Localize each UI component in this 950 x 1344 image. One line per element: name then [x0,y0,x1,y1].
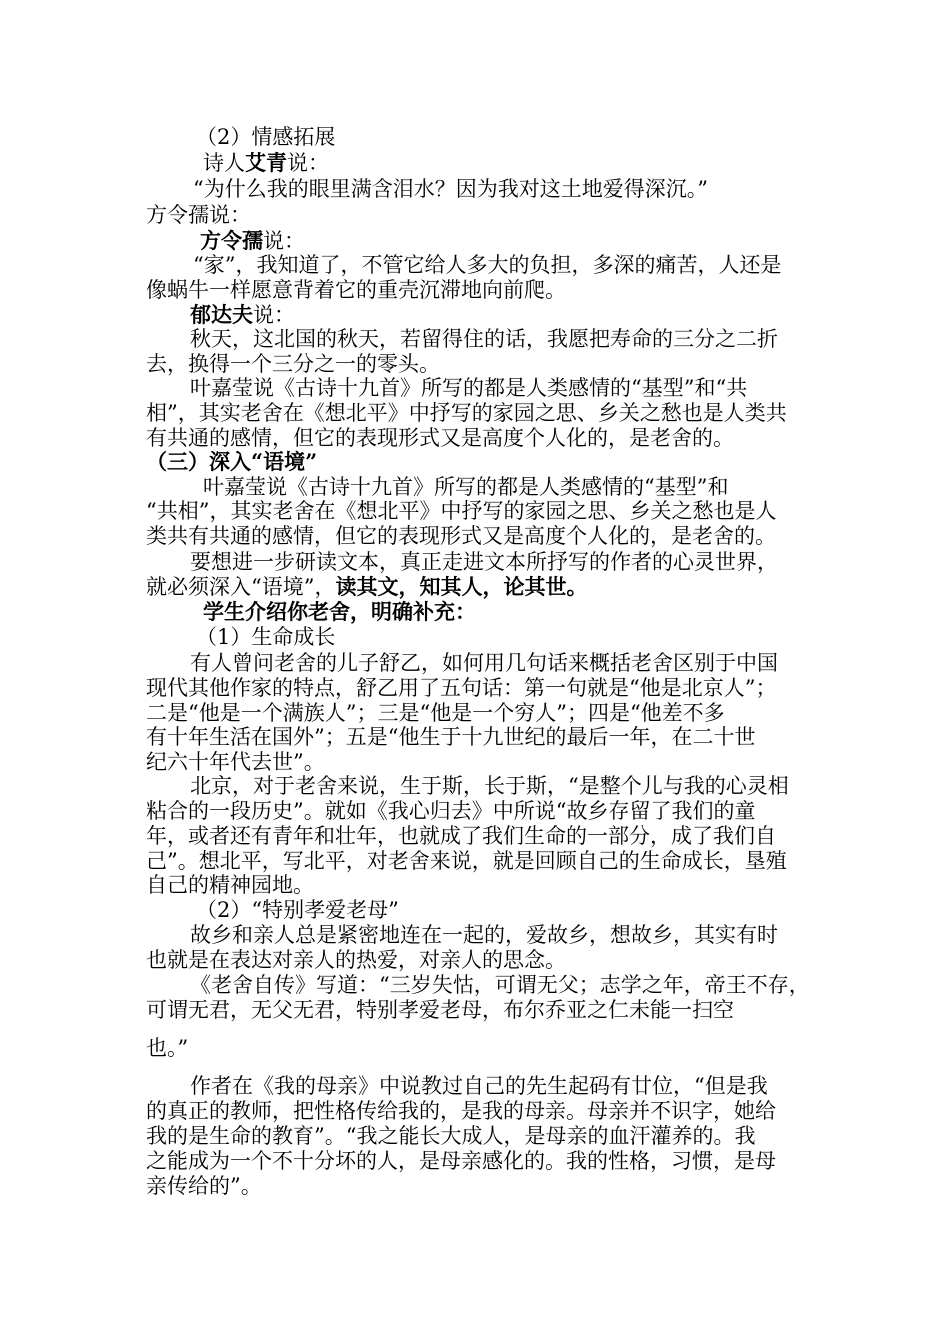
subsection-heading: （1）生命成长 [196,625,336,649]
quote-text: 像蜗牛一样愿意背着它的重壳沉滞地向前爬。 [146,278,566,302]
paragraph-line: 己”。想北平，写北平，对老舍来说，就是回顾自己的生命成长，垦殖 [146,849,787,873]
subsection-heading: （2）情感拓展 [196,125,336,149]
paragraph-line: 粘合的一段历史”。就如《我心归去》中所说“故乡存留了我们的童 [146,799,756,823]
text: 诗人 [203,151,245,175]
paragraph-line: 有共通的感情，但它的表现形式又是高度个人化的，是老舍的。 [146,426,734,450]
text: 说： [253,303,295,327]
paragraph-line: 《老舍自传》写道：“三岁失怙，可谓无父；志学之年，帝王不存， [190,973,810,997]
author-name: 艾青 [245,150,287,175]
text: 说： [263,229,305,253]
paragraph-line: 类共有共通的感情，但它的表现形式又是高度个人化的，是老舍的。 [146,524,776,548]
paragraph-line: 自己的精神园地。 [146,873,314,897]
paragraph-line: 现代其他作家的特点，舒乙用了五句话：第一句就是“他是北京人”； [146,676,777,700]
text-line: 方令孺说： [146,203,251,227]
quote-text: 秋天，这北国的秋天，若留得住的话，我愿把寿命的三分之二折 [190,327,778,351]
paragraph-line: 二是“他是一个满族人”；三是“他是一个穷人”；四是“他差不多 [146,701,725,725]
subsection-heading: （2）“特别孝爱老母” [196,898,399,922]
paragraph-line: 也。” [146,1036,189,1060]
paragraph-line: 亲传给的”。 [146,1174,262,1198]
paragraph-line: 相”，其实老舍在《想北平》中抒写的家园之思、乡关之愁也是人类共 [146,401,787,425]
paragraph-line: 有十年生活在国外”；五是“他生于十九世纪的最后一年，在二十世 [146,725,756,749]
paragraph-line: 之能成为一个不十分坏的人，是母亲感化的。我的性格，习惯，是母 [146,1149,776,1173]
paragraph-line [146,573,587,601]
paragraph-line: 年，或者还有青年和壮年，也就成了我们生命的一部分，成了我们自 [146,824,776,848]
paragraph-line: 叶嘉莹说《古诗十九首》所写的都是人类感情的“基型”和 [203,475,729,499]
paragraph-line: “共相”，其实老舍在《想北平》中抒写的家园之思、乡关之愁也是人 [146,499,777,523]
subsection-heading: 学生介绍你老舍，明确补充： [203,599,476,624]
paragraph-line: 可谓无君，无父无君，特别孝爱老母，布尔乔亚之仁未能一扫空 [146,998,734,1022]
paragraph-line: 的真正的教师，把性格传给我的，是我的母亲。母亲并不识字，她给 [146,1099,776,1123]
paragraph-line: 要想进一步研读文本，真正走进文本所抒写的作者的心灵世界， [190,550,778,574]
paragraph-line: 有人曾问老舍的儿子舒乙，如何用几句话来概括老舍区别于中国 [190,651,778,675]
quote-text: “家”，我知道了，不管它给人多大的负担，多深的痛苦，人还是 [193,253,782,277]
paragraph-line: 也就是在表达对亲人的热爱，对亲人的思念。 [146,948,566,972]
paragraph-line: 叶嘉莹说《古诗十九首》所写的都是人类感情的“基型”和“共 [190,376,748,400]
paragraph-line: 纪六十年代去世”。 [146,750,325,774]
quote-text: “为什么我的眼里满含泪水？因为我对这土地爱得深沉。” [193,177,708,201]
quote-intro [203,149,329,177]
paragraph-line: 作者在《我的母亲》中说教过自己的先生起码有廿位，“但是我 [190,1074,768,1098]
quote-text: 去，换得一个三分之一的零头。 [146,352,440,376]
author-name: 郁达夫 [190,302,253,327]
author-name: 方令孺 [200,228,263,253]
paragraph-line: 故乡和亲人总是紧密地连在一起的，爱故乡，想故乡，其实有时 [190,923,778,947]
paragraph-line: 我的是生命的教育”。“我之能长大成人，是母亲的血汗灌养的。我 [146,1124,756,1148]
text: 说： [287,151,329,175]
section-heading: （三）深入“语境” [146,449,318,474]
text: 就必须深入“语境”， [146,575,336,599]
paragraph-line: 北京，对于老舍来说，生于斯，长于斯，“是整个儿与我的心灵相 [190,774,789,798]
emphasis: 读其文，知其人，论其世。 [335,574,588,599]
